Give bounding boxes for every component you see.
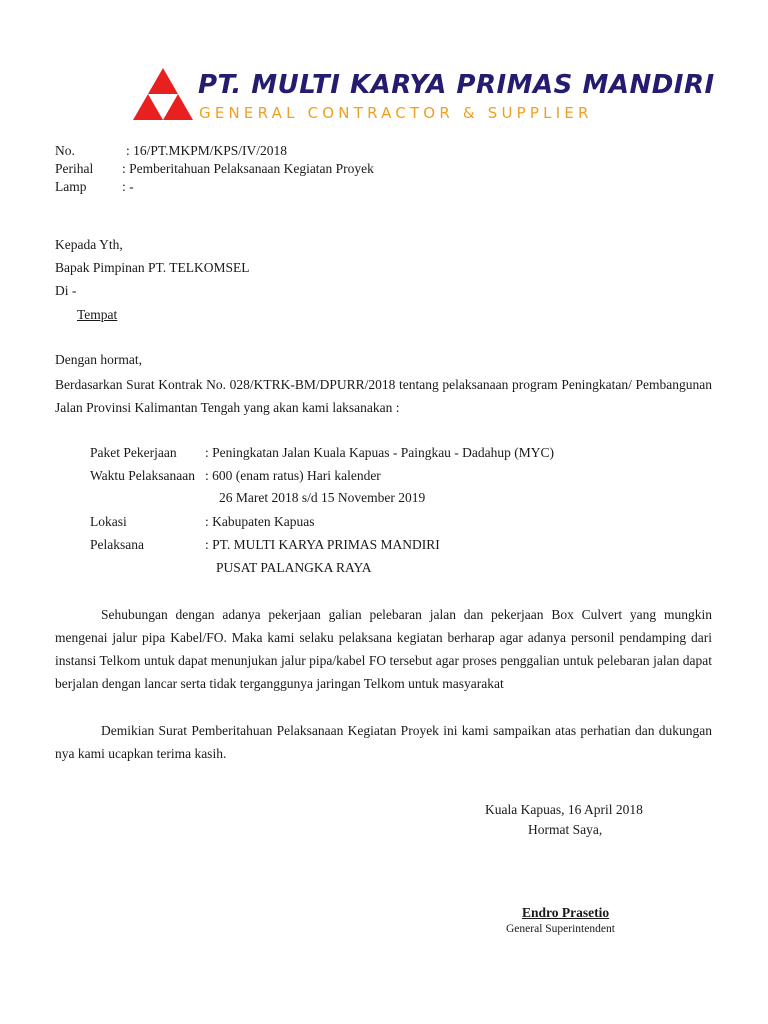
field-label-lamp: Lamp	[55, 179, 87, 194]
field-label-perihal: Perihal	[55, 161, 94, 176]
recipient-line-3: Di -	[55, 283, 77, 298]
detail-value-tanggal: 26 Maret 2018 s/d 15 November 2019	[219, 490, 426, 505]
company-tagline: GENERAL CONTRACTOR & SUPPLIER	[199, 104, 593, 122]
greeting: Dengan hormat,	[55, 352, 142, 367]
detail-label-waktu: Waktu Pelaksanaan	[90, 468, 196, 483]
recipient-place: Tempat	[77, 307, 118, 322]
detail-value-paket: : Peningkatan Jalan Kuala Kapuas - Paingkau - Dadahup (MYC)	[205, 445, 555, 460]
recipient-line-2: Bapak Pimpinan PT. TELKOMSEL	[55, 260, 250, 275]
body-paragraph-2: Demikian Surat Pemberitahuan Pelaksanaan Kegiatan Proyek ini kami sampaikan atas perhatian dan dukungan nya kami ucapkan terima kasih.	[55, 723, 712, 761]
field-value-perihal: : Pemberitahuan Pelaksanaan Kegiatan Proyek	[122, 161, 374, 176]
detail-value-pelaksana: : PT. MULTI KARYA PRIMAS MANDIRI	[205, 537, 440, 552]
closing-salutation: Hormat Saya,	[528, 822, 603, 837]
signatory-name: Endro Prasetio	[522, 905, 610, 920]
signatory-title: General Superintendent	[506, 923, 615, 935]
detail-value-pusat: PUSAT PALANGKA RAYA	[216, 560, 372, 575]
company-logo-icon	[133, 68, 193, 120]
detail-label-paket: Paket Pekerjaan	[90, 445, 177, 460]
company-name: PT. MULTI KARYA PRIMAS MANDIRI	[198, 70, 715, 100]
detail-label-pelaksana: Pelaksana	[90, 537, 144, 552]
detail-value-lokasi: : Kabupaten Kapuas	[205, 514, 315, 529]
field-label-no: No.	[55, 143, 75, 158]
closing-place-date: Kuala Kapuas, 16 April 2018	[485, 802, 643, 817]
body-paragraph-1: Sehubungan dengan adanya pekerjaan galian pelebaran jalan dan pekerjaan Box Culvert yang mungkin mengenai jalur pipa Kabel/FO. Maka kami selaku pelaksana kegiatan berharap agar adanya personil pendamping dari instansi Telkom untuk dapat menunjukan jalur pipa/kabel FO tersebut agar proses penggalian untuk pelebaran jalan dapat berjalan dengan lancar serta tidak terganggunya jaringan Telkom untuk masyarakat	[55, 607, 712, 691]
detail-value-waktu: : 600 (enam ratus) Hari kalender	[205, 468, 381, 483]
detail-label-lokasi: Lokasi	[90, 514, 127, 529]
field-value-no: : 16/PT.MKPM/KPS/IV/2018	[126, 143, 288, 158]
recipient-line-1: Kepada Yth,	[55, 237, 123, 252]
field-value-lamp: : -	[122, 179, 134, 194]
intro-paragraph: Berdasarkan Surat Kontrak No. 028/KTRK-BM/DPURR/2018 tentang pelaksanaan program Peningkatan/ Pembangunan Jalan Provinsi Kalimantan Tengah yang akan kami laksanakan :	[55, 377, 712, 415]
